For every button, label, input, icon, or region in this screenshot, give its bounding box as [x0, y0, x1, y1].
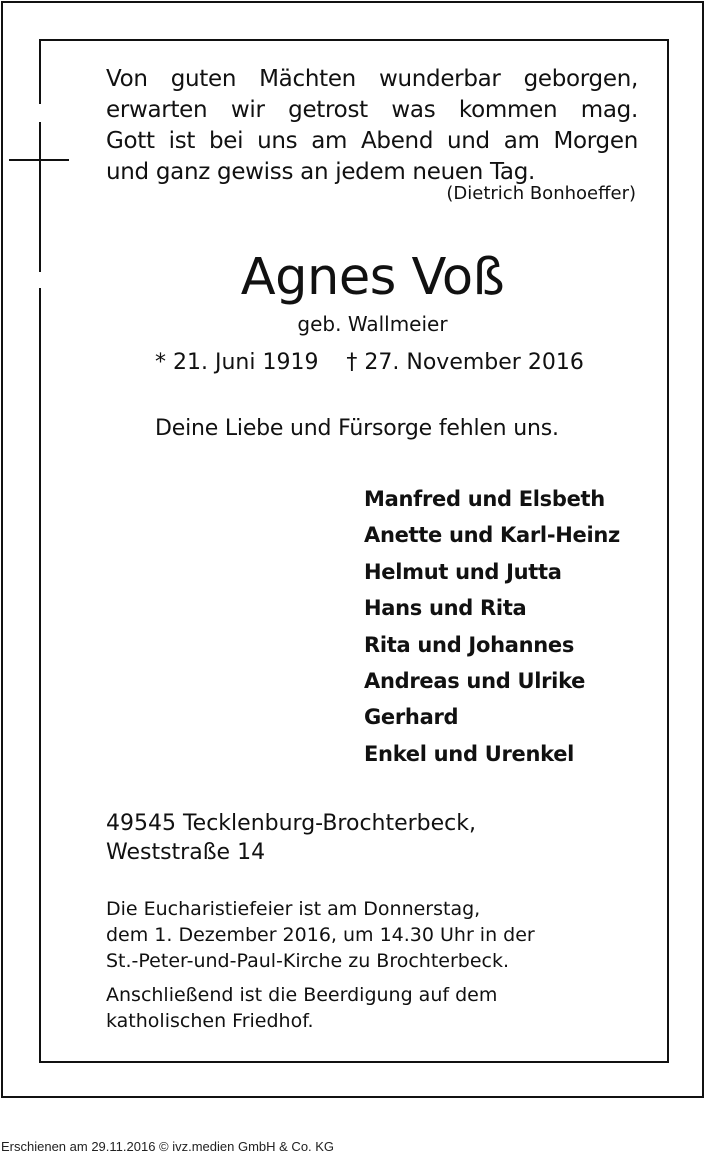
publication-footer: Erschienen am 29.11.2016 © ivz.medien GmbH & Co. KG — [1, 1139, 335, 1154]
border-gap-top — [38, 104, 44, 122]
list-item: Andreas und Ulrike — [364, 669, 586, 694]
poem-line: erwarten wir getrost was kommen mag. — [106, 97, 638, 123]
address-line: 49545 Tecklenburg-Brochterbeck, — [106, 811, 477, 836]
mourners-list — [364, 481, 620, 772]
life-dates: * 21. Juni 1919 † 27. November 2016 — [155, 350, 584, 375]
list-item: Gerhard — [364, 705, 459, 730]
address-block — [106, 809, 476, 867]
service-paragraph — [106, 896, 586, 974]
service-line: St.-Peter-und-Paul-Kirche zu Brochterbeck. — [106, 950, 510, 972]
list-item: Hans und Rita — [364, 596, 527, 621]
list-item: Rita und Johannes — [364, 632, 575, 657]
service-line: dem 1. Dezember 2016, um 14.30 Uhr in der — [106, 924, 535, 946]
mourning-message: Deine Liebe und Fürsorge fehlen uns. — [155, 416, 559, 441]
poem-line: Von guten Mächten wunderbar geborgen, — [106, 66, 638, 92]
birth-name: geb. Wallmeier — [297, 312, 448, 336]
service-line: Die Eucharistiefeier ist am Donnerstag, — [106, 898, 481, 920]
poem-line: Gott ist bei uns am Abend und am Morgen — [106, 128, 638, 154]
poem-author: (Dietrich Bonhoeffer) — [446, 183, 636, 204]
list-item: Manfred und Elsbeth — [364, 487, 605, 511]
list-item: Enkel und Urenkel — [364, 741, 575, 766]
service-info — [106, 896, 586, 1034]
service-line: Anschließend ist die Beerdigung auf dem — [106, 984, 498, 1006]
list-item: Anette und Karl-Heinz — [364, 523, 620, 548]
poem-text — [106, 64, 638, 188]
list-item: Helmut und Jutta — [364, 559, 562, 584]
address-line: Weststraße 14 — [106, 840, 266, 865]
poem-line: und ganz gewiss an jedem neuen Tag. — [106, 159, 536, 185]
service-line: katholischen Friedhof. — [106, 1010, 314, 1032]
deceased-name: Agnes Voß — [240, 248, 505, 307]
cross-icon-horizontal — [9, 159, 69, 161]
burial-paragraph — [106, 982, 586, 1034]
